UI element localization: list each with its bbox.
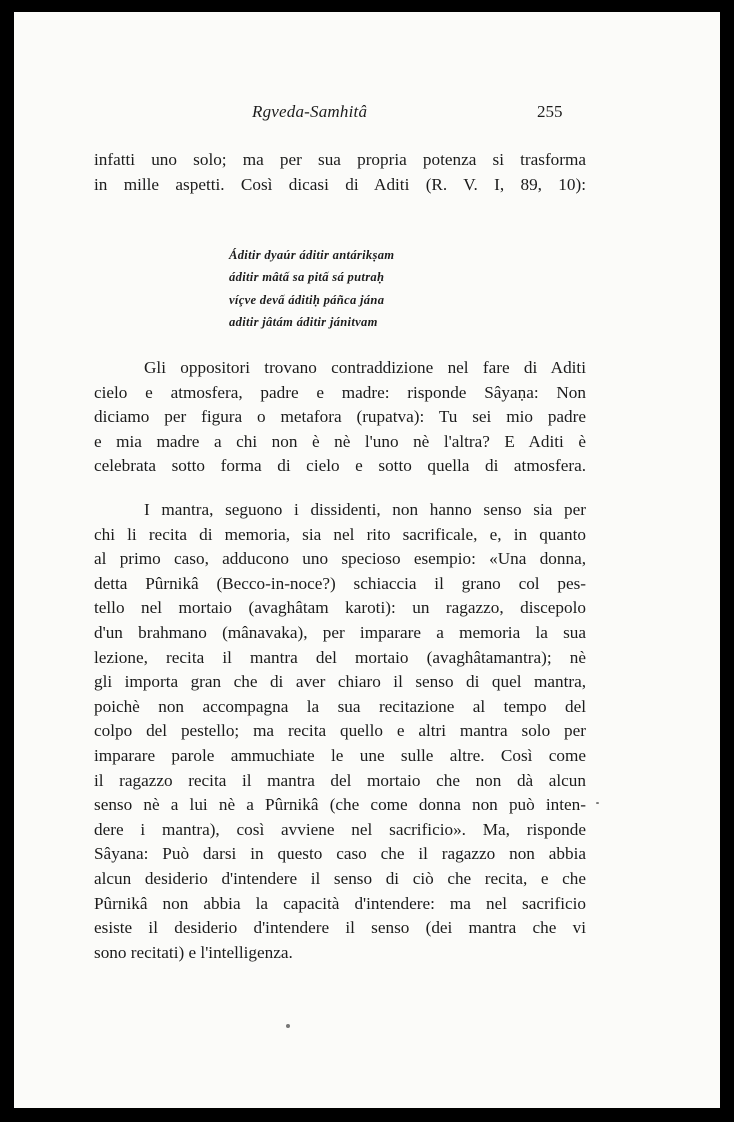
- text-line: tello nel mortaio (avaghâtam karoti): un ragazzo, discepolo: [94, 598, 586, 618]
- text-line: Gli oppositori trovano contraddizione nel fare di Aditi: [144, 358, 586, 377]
- text-line: d'un brahmano (mânavaka), per imparare a memoria la sua: [94, 622, 586, 642]
- text-line: imparare parole ammuchiate le une sulle altre. Così come: [94, 745, 586, 765]
- text-line: gli importa gran che di aver chiaro il senso di quel mantra,: [94, 672, 586, 692]
- text-line: colpo del pestello; ma recita quello e altri mantra solo per: [94, 721, 586, 741]
- text-line: diciamo per figura o metafora (rupatva): Tu sei mio padre: [94, 407, 586, 427]
- text-line: cielo e atmosfera, padre e madre: risponde Sâyaṇa: Non: [94, 382, 586, 402]
- text-line: chi li recita di memoria, sia nel rito sacrificale, e, in quanto: [94, 524, 586, 544]
- text-line: Pûrnikâ non abbia la capacità d'intendere: ma nel sacrificio: [94, 893, 586, 913]
- ink-speck: [596, 802, 599, 804]
- text-line: al primo caso, adducono uno specioso esempio: «Una donna,: [94, 549, 586, 569]
- text-line: alcun desiderio d'intendere il senso di ciò che recita, e che: [94, 868, 586, 888]
- text-line: il ragazzo recita il mantra del mortaio che non dà alcun: [94, 770, 586, 790]
- text-line: celebrata sotto forma di cielo e sotto quella di atmosfera.: [94, 456, 586, 476]
- text-line: Sâyana: Può darsi in questo caso che il ragazzo non abbia: [94, 844, 586, 864]
- verse-line: aditir jâtám áditir jánitvam: [229, 315, 378, 330]
- text-line: dere i mantra), così avviene nel sacrificio». Ma, risponde: [94, 819, 586, 839]
- verse-line: Áditir dyaúr áditir antárikṣam: [229, 248, 395, 262]
- text-line: detta Pûrnikâ (Becco-in-noce?) schiaccia il grano col pes-: [94, 573, 586, 593]
- text-line: senso nè a lui nè a Pûrnikâ (che come donna non può inten-: [94, 795, 586, 815]
- text-line: I mantra, seguono i dissidenti, non hanno senso sia per: [144, 500, 586, 519]
- text-line: e mia madre a chi non è nè l'uno nè l'altra? E Aditi è: [94, 431, 586, 451]
- paragraph-1: [94, 148, 586, 197]
- text-line: infatti uno solo; ma per sua propria potenza si trasforma: [94, 150, 586, 169]
- verse-quotation: [229, 244, 394, 334]
- page-number: 255: [537, 102, 563, 121]
- verse-line: víçve devấ áditiḥ páñca jána: [229, 292, 385, 307]
- book-page: [14, 12, 720, 1108]
- verse-line: áditir mâtấ sa pitấ sá putraḥ: [229, 270, 385, 285]
- text-line: poichè non accompagna la sua recitazione al tempo del: [94, 696, 586, 716]
- paragraph-2: [94, 356, 586, 479]
- paragraph-3: [94, 498, 586, 965]
- running-title: Rgveda-Samhitâ: [252, 102, 368, 121]
- text-line: esiste il desiderio d'intendere il senso (dei mantra che vi: [94, 918, 586, 938]
- text-line: in mille aspetti. Così dicasi di Aditi (R. V. I, 89, 10):: [94, 174, 586, 194]
- text-line: sono recitati) e l'intelligenza.: [94, 942, 293, 962]
- text-line: lezione, recita il mantra del mortaio (avaghâtamantra); nè: [94, 647, 586, 667]
- ink-speck: [286, 1024, 290, 1028]
